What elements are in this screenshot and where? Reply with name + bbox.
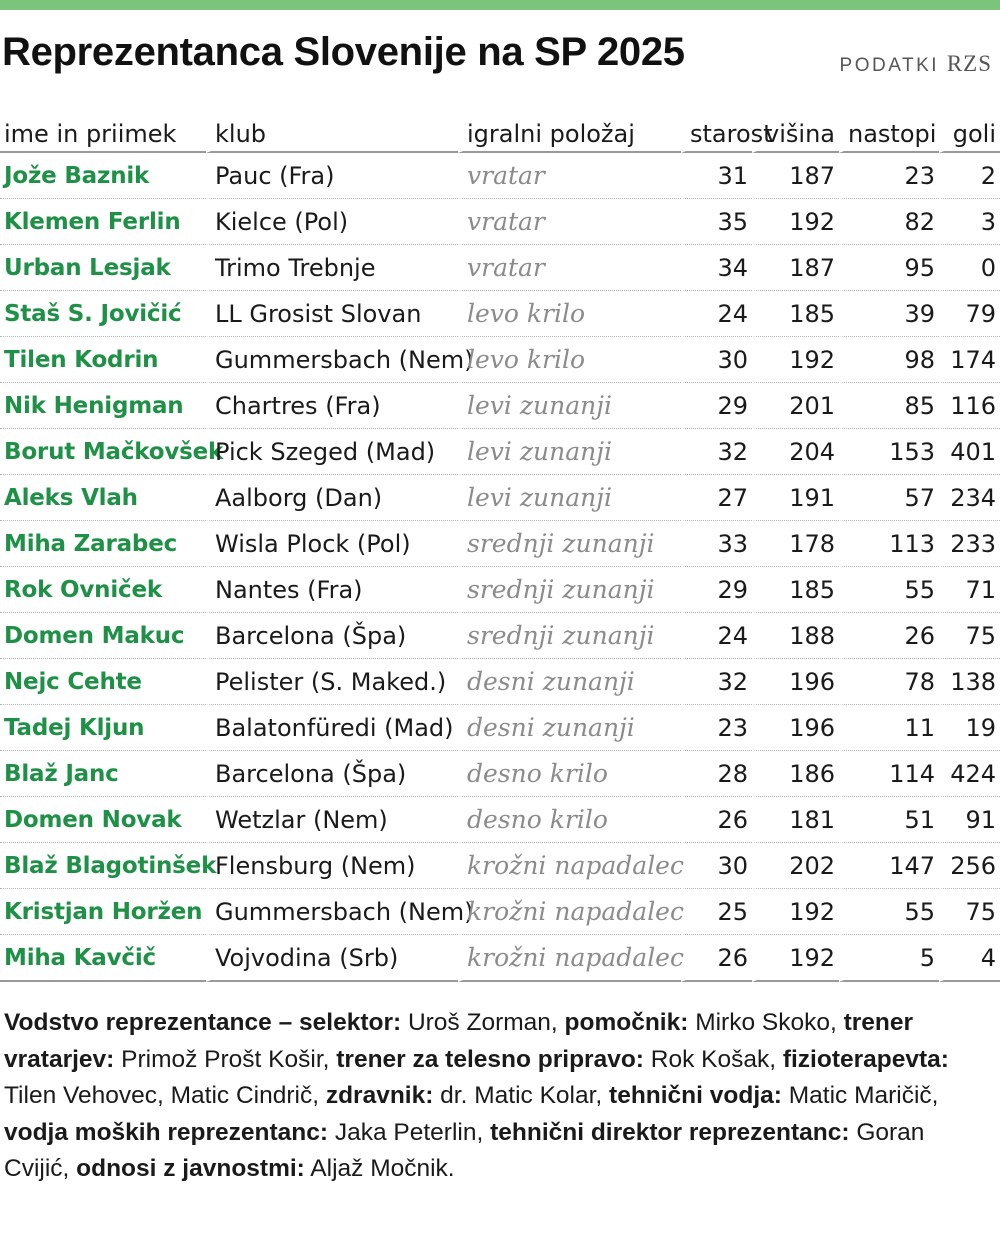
page-title: Reprezentanca Slovenije na SP 2025 <box>2 30 685 74</box>
staff-names: Aljaž Močnik. <box>304 1155 455 1182</box>
player-position: vratar <box>458 199 681 245</box>
player-club: Wetzlar (Nem) <box>206 797 458 843</box>
table-row <box>0 751 1000 797</box>
col-header-club: klub <box>206 108 458 153</box>
staff-role: tehnični direktor reprezentanc: <box>490 1118 850 1146</box>
table-row <box>0 337 1000 383</box>
table-row <box>0 521 1000 567</box>
player-age: 30 <box>681 843 752 889</box>
table-row <box>0 199 1000 245</box>
table-row <box>0 705 1000 751</box>
player-position: levo krilo <box>458 291 681 337</box>
player-club: Nantes (Fra) <box>206 567 458 613</box>
player-name: Kristjan Horžen <box>0 889 206 935</box>
player-apps: 153 <box>839 429 939 475</box>
player-club: LL Grosist Slovan <box>206 291 458 337</box>
player-apps: 39 <box>839 291 939 337</box>
player-club: Flensburg (Nem) <box>206 843 458 889</box>
staff-role: Vodstvo reprezentance – selektor: <box>4 1009 402 1036</box>
player-club: Barcelona (Špa) <box>206 751 458 797</box>
player-name: Urban Lesjak <box>0 245 206 291</box>
player-apps: 82 <box>839 199 939 245</box>
col-header-position: igralni položaj <box>458 108 681 153</box>
table-row <box>0 383 1000 429</box>
player-height: 204 <box>752 429 839 475</box>
player-apps: 23 <box>839 153 939 199</box>
player-height: 192 <box>752 199 839 245</box>
player-goals: 174 <box>939 337 1000 383</box>
player-goals: 75 <box>939 889 1000 935</box>
player-height: 196 <box>752 659 839 705</box>
staff-names: Tilen Vehovec, Matic Cindrič, <box>4 1082 326 1109</box>
player-club: Pelister (S. Maked.) <box>206 659 458 705</box>
player-name: Tadej Kljun <box>0 705 206 751</box>
player-height: 187 <box>752 245 839 291</box>
player-name: Domen Makuc <box>0 613 206 659</box>
table-row <box>0 153 1000 199</box>
player-height: 185 <box>752 567 839 613</box>
player-age: 23 <box>681 705 752 751</box>
player-name: Blaž Janc <box>0 751 206 797</box>
player-height: 201 <box>752 383 839 429</box>
player-goals: 116 <box>939 383 1000 429</box>
player-club: Pick Szeged (Mad) <box>206 429 458 475</box>
player-height: 192 <box>752 337 839 383</box>
player-name: Jože Baznik <box>0 153 206 199</box>
player-age: 29 <box>681 567 752 613</box>
staff-names: Jaka Peterlin, <box>328 1118 491 1146</box>
staff-role: odnosi z javnostmi: <box>76 1155 305 1182</box>
staff-names: Primož Prošt Košir, <box>114 1045 337 1073</box>
player-apps: 55 <box>839 889 939 935</box>
player-height: 191 <box>752 475 839 521</box>
player-position: vratar <box>458 245 681 291</box>
col-header-apps: nastopi <box>839 108 939 153</box>
player-position: krožni napadalec <box>458 935 681 982</box>
player-height: 196 <box>752 705 839 751</box>
player-height: 188 <box>752 613 839 659</box>
staff-role: tehnični vodja: <box>609 1082 782 1109</box>
player-club: Aalborg (Dan) <box>206 475 458 521</box>
table-row <box>0 843 1000 889</box>
player-position: levi zunanji <box>458 475 681 521</box>
table-row <box>0 797 1000 843</box>
player-apps: 26 <box>839 613 939 659</box>
staff-role: trener vratarjev: <box>4 1009 914 1073</box>
player-name: Miha Kavčič <box>0 935 206 982</box>
player-club: Trimo Trebnje <box>206 245 458 291</box>
roster-table <box>0 108 1000 982</box>
player-goals: 79 <box>939 291 1000 337</box>
player-position: srednji zunanji <box>458 567 681 613</box>
roster-body <box>0 153 1000 982</box>
player-goals: 233 <box>939 521 1000 567</box>
player-height: 185 <box>752 291 839 337</box>
player-club: Balatonfüredi (Mad) <box>206 705 458 751</box>
player-name: Miha Zarabec <box>0 521 206 567</box>
player-position: desni zunanji <box>458 705 681 751</box>
player-apps: 147 <box>839 843 939 889</box>
col-header-goals: goli <box>939 108 1000 153</box>
player-club: Chartres (Fra) <box>206 383 458 429</box>
player-age: 28 <box>681 751 752 797</box>
player-goals: 138 <box>939 659 1000 705</box>
table-row <box>0 659 1000 705</box>
player-position: desni zunanji <box>458 659 681 705</box>
player-position: krožni napadalec <box>458 889 681 935</box>
player-goals: 71 <box>939 567 1000 613</box>
player-club: Kielce (Pol) <box>206 199 458 245</box>
player-position: srednji zunanji <box>458 613 681 659</box>
staff-names: Matic Maričič, <box>781 1082 939 1109</box>
player-height: 192 <box>752 889 839 935</box>
table-row <box>0 567 1000 613</box>
player-goals: 91 <box>939 797 1000 843</box>
player-age: 34 <box>681 245 752 291</box>
staff-names: Uroš Zorman, <box>401 1009 565 1036</box>
staff-role: vodja moških reprezentanc: <box>4 1118 329 1146</box>
player-apps: 5 <box>839 935 939 982</box>
player-goals: 4 <box>939 935 1000 982</box>
player-goals: 2 <box>939 153 1000 199</box>
table-row <box>0 935 1000 982</box>
staff-role: fizioterapevta: <box>782 1045 949 1073</box>
header-row <box>0 108 1000 153</box>
top-accent-bar <box>0 0 1000 10</box>
player-height: 178 <box>752 521 839 567</box>
player-age: 35 <box>681 199 752 245</box>
player-height: 186 <box>752 751 839 797</box>
player-apps: 57 <box>839 475 939 521</box>
staff-role: trener za telesno pripravo: <box>336 1045 644 1073</box>
staff-names: dr. Matic Kolar, <box>433 1082 610 1109</box>
player-apps: 98 <box>839 337 939 383</box>
col-header-age: starost <box>681 108 752 153</box>
player-height: 187 <box>752 153 839 199</box>
player-club: Gummersbach (Nem) <box>206 337 458 383</box>
player-apps: 95 <box>839 245 939 291</box>
player-age: 32 <box>681 659 752 705</box>
player-goals: 75 <box>939 613 1000 659</box>
player-goals: 0 <box>939 245 1000 291</box>
player-name: Tilen Kodrin <box>0 337 206 383</box>
player-apps: 78 <box>839 659 939 705</box>
staff-names: Rok Košak, <box>643 1045 783 1073</box>
player-apps: 113 <box>839 521 939 567</box>
player-club: Barcelona (Špa) <box>206 613 458 659</box>
player-age: 27 <box>681 475 752 521</box>
player-age: 29 <box>681 383 752 429</box>
player-goals: 234 <box>939 475 1000 521</box>
player-position: desno krilo <box>458 751 681 797</box>
player-name: Nik Henigman <box>0 383 206 429</box>
player-age: 26 <box>681 797 752 843</box>
player-age: 24 <box>681 613 752 659</box>
player-position: levi zunanji <box>458 429 681 475</box>
staff-names: Mirko Skoko, <box>688 1009 844 1036</box>
player-age: 31 <box>681 153 752 199</box>
staff-role: pomočnik: <box>564 1009 689 1036</box>
player-position: levi zunanji <box>458 383 681 429</box>
player-name: Borut Mačkovšek <box>0 429 206 475</box>
table-row <box>0 429 1000 475</box>
player-name: Rok Ovniček <box>0 567 206 613</box>
player-name: Domen Novak <box>0 797 206 843</box>
player-goals: 256 <box>939 843 1000 889</box>
source-prefix: PODATKI <box>839 55 940 76</box>
player-position: desno krilo <box>458 797 681 843</box>
player-name: Klemen Ferlin <box>0 199 206 245</box>
source-credit <box>840 51 992 77</box>
player-age: 30 <box>681 337 752 383</box>
player-apps: 51 <box>839 797 939 843</box>
player-age: 32 <box>681 429 752 475</box>
player-goals: 19 <box>939 705 1000 751</box>
player-age: 25 <box>681 889 752 935</box>
player-name: Nejc Cehte <box>0 659 206 705</box>
player-club: Vojvodina (Srb) <box>206 935 458 982</box>
player-apps: 85 <box>839 383 939 429</box>
player-age: 24 <box>681 291 752 337</box>
player-goals: 3 <box>939 199 1000 245</box>
player-goals: 424 <box>939 751 1000 797</box>
player-position: levo krilo <box>458 337 681 383</box>
table-row <box>0 475 1000 521</box>
player-apps: 55 <box>839 567 939 613</box>
player-position: srednji zunanji <box>458 521 681 567</box>
col-header-height: višina <box>752 108 839 153</box>
player-position: krožni napadalec <box>458 843 681 889</box>
staff-names: Goran Cvijić, <box>4 1118 925 1182</box>
player-position: vratar <box>458 153 681 199</box>
table-row <box>0 613 1000 659</box>
staff-role: zdravnik: <box>325 1082 434 1109</box>
player-name: Staš S. Jovičić <box>0 291 206 337</box>
table-row <box>0 889 1000 935</box>
player-age: 33 <box>681 521 752 567</box>
player-goals: 401 <box>939 429 1000 475</box>
table-row <box>0 291 1000 337</box>
table-row <box>0 245 1000 291</box>
staff-paragraph <box>4 1005 996 1188</box>
player-club: Pauc (Fra) <box>206 153 458 199</box>
player-name: Aleks Vlah <box>0 475 206 521</box>
player-height: 181 <box>752 797 839 843</box>
player-apps: 114 <box>839 751 939 797</box>
player-height: 192 <box>752 935 839 982</box>
player-age: 26 <box>681 935 752 982</box>
player-name: Blaž Blagotinšek <box>0 843 206 889</box>
player-club: Wisla Plock (Pol) <box>206 521 458 567</box>
player-club: Gummersbach (Nem) <box>206 889 458 935</box>
source-name: RZS <box>946 51 992 76</box>
col-header-name: ime in priimek <box>0 108 206 153</box>
player-height: 202 <box>752 843 839 889</box>
player-apps: 11 <box>839 705 939 751</box>
